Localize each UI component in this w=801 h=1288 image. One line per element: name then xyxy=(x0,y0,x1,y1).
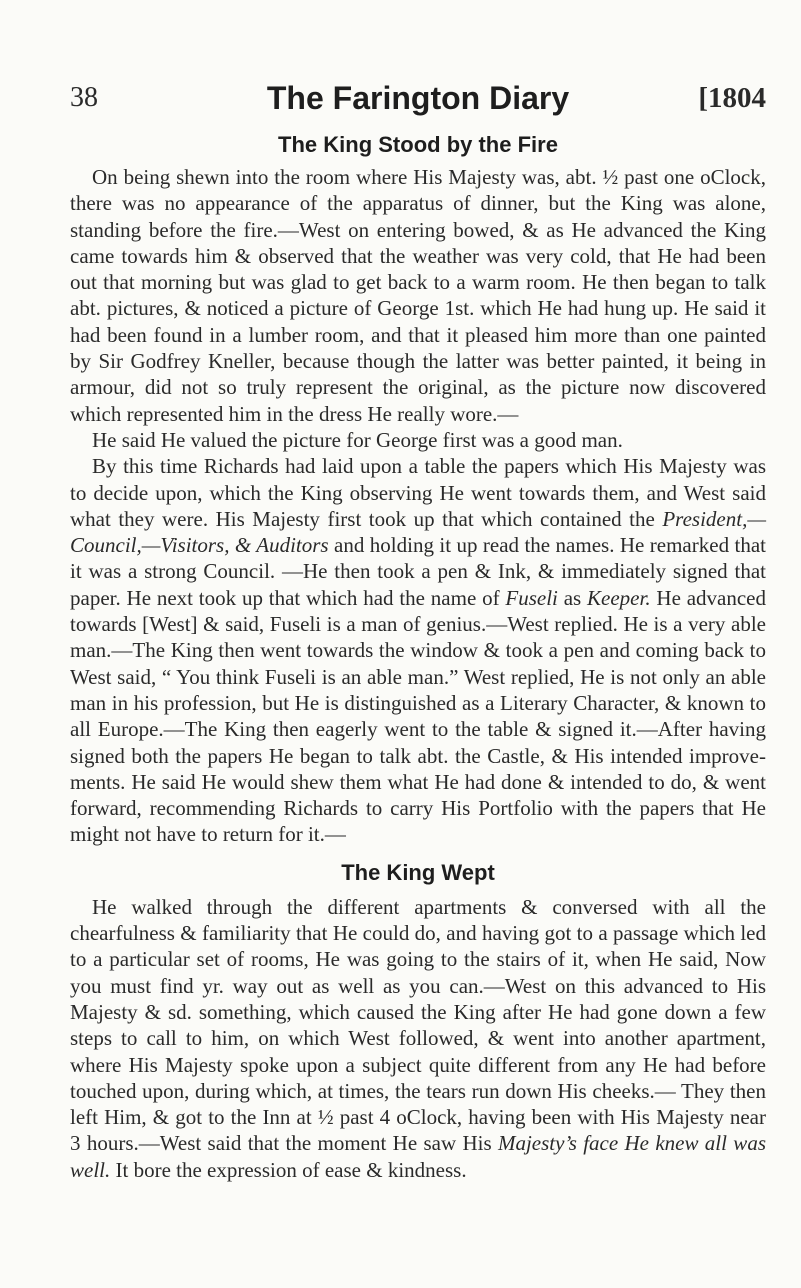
italic-text: President,—Council,—Visitors, & Auditors xyxy=(70,506,766,558)
italic-text: Majesty’s face He knew all was well. xyxy=(70,1131,766,1182)
book-title: The Farington Diary xyxy=(266,80,570,116)
italic-text: Fuseli xyxy=(505,585,558,610)
text-run: He walked through the different apartments & conversed with all the chearfulness & familiarity that He could do, and having got to a passage which led to a particular set of rooms, He was going to the stairs of it, when He said, Now you must find yr. way out as well as you can.—West on this advanced to His Majesty & sd. something, which caused the King after He had gone down a few steps to call to him, on which West followed, & went into another apartment, where His Majesty spoke upon a subject quite different from any He had before touched upon, during which, at times, the tears run down His cheeks.— They then left Him, & got to the Inn at ½ past 4 oClock, having been with His Majesty near 3 hours.—West said that the moment He saw His xyxy=(70,894,766,1156)
text-run: and holding it up read the names. He remarked that it was a strong Council. —He then took a pen & Ink, & immediately signed that paper. He next took up that which had the name of xyxy=(70,533,766,610)
paragraph xyxy=(70,894,766,1183)
section-heading-king-wept: The King Wept xyxy=(341,859,495,885)
italic-text: Keeper. xyxy=(587,585,651,610)
year-marker: [1804 xyxy=(698,82,766,114)
text-run: It bore the expression of ease & kindness. xyxy=(110,1157,467,1182)
text-run: By this time Richards had laid upon a table the papers which His Majesty was to decide upon, which the King observing He went towards them, and West said what they were. His Majesty first took up that which contained the xyxy=(70,454,766,531)
paragraph: He said He valued the picture for George first was a good man. xyxy=(92,427,623,452)
running-head xyxy=(70,78,766,118)
paragraph: On being shewn into the room where His Majesty was, abt. ½ past one oClock, there was no appearance of the apparatus of dinner, but the King was alone, standing before the fire.—West on entering bowed, & as He advanced the King came towards him & observed that the weather was very cold, that He had been out that morning but was glad to get back to a warm room. He then began to talk abt. pictures, & noticed a picture of George 1st. which He had hung up. He said it had been found in a lumber room, and that it pleased him more than one painted by Sir Godfrey Kneller, because though the latter was better painted, it being in armour, did not so truly represent the original, as the picture now discovered which represented him in the dress He really wore.— xyxy=(70,165,766,426)
text-run: He advanced towards [West] & said, Fuseli is a man of genius.—West replied. He is a very able man.—The King then went towards the window & took a pen and coming back to West said, “ You think Fuseli is an able man.” West replied, He is not only an able man in his profession, but He is distinguished as a Literary Character, & known to all Europe.—The King then eagerly went to the table & signed it.—After having signed both the papers He began to talk abt. the Castle, & His intended improvements. He said He would shew them what He had done & intended to do, & went forward, recommending Richards to carry His Portfolio with the papers that He might not have to return for it.— xyxy=(70,585,766,847)
body-text xyxy=(70,130,766,1183)
paragraph xyxy=(70,453,766,847)
page-number: 38 xyxy=(70,82,98,113)
section-heading-king-stood: The King Stood by the Fire xyxy=(278,132,558,157)
text-run: as xyxy=(557,585,588,610)
